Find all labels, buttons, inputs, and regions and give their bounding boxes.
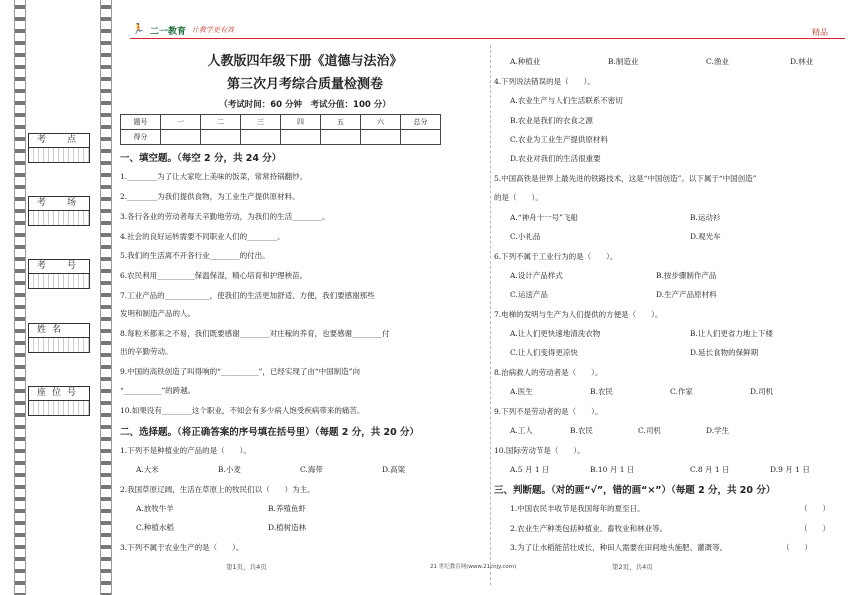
fill-question: 5.我们的生活离不开各行业________的付出。 xyxy=(120,251,270,260)
choice-question: 5.中国高铁是世界上最先进的铁路技术，这是“中国创造”。以下属于“中国创造” xyxy=(494,174,757,183)
choice-option: B.农业是我们的衣食之源 xyxy=(510,116,593,125)
choice-option: A.放牧牛羊 xyxy=(136,504,174,513)
fill-question: 8.每粒米都来之不易，我们既要感谢________对庄稼的养育，也要感谢________付 xyxy=(120,329,390,338)
choice-option: D.植树造林 xyxy=(268,523,307,532)
choice-question: 2.我国草原辽阔，生活在草原上的牧民们以（ ）为主。 xyxy=(120,485,315,494)
slogan: 让教学更有效 xyxy=(192,26,234,34)
fill-question: 6.农民利用__________保温保湿，精心培育和护理秧苗。 xyxy=(120,271,308,280)
choice-option: A.5 月 1 日 xyxy=(510,465,550,474)
choice-option: A.让人们更快速地清洗衣物 xyxy=(510,329,601,338)
score-cell[interactable] xyxy=(361,130,401,145)
fill-question: 1.________为了让大家吃上美味的饭菜，常常持锅翻炒。 xyxy=(120,172,308,181)
side-field-exam-room xyxy=(28,196,90,226)
score-cell[interactable] xyxy=(281,130,321,145)
judge-question: 3.为了让水稻能茁壮成长，种田人需要在田间地头施肥、灌溉等。 xyxy=(510,543,728,552)
side-label: 座位号 xyxy=(29,387,89,401)
choice-option: D.观光车 xyxy=(690,232,721,241)
fill-question: 10.如果没有________这个职业，不知会有多少病人饱受疾病带来的痛苦。 xyxy=(120,406,365,415)
choice-question: 1.下列不是种植业的产品的是（ ）。 xyxy=(120,446,251,455)
score-table xyxy=(120,114,441,145)
binding-holes-right xyxy=(100,0,112,595)
choice-option: C.种植水稻 xyxy=(136,523,174,532)
choice-option: D.林业 xyxy=(790,57,814,66)
score-header: 三 xyxy=(241,115,281,130)
choice-option: D.生产产品原材料 xyxy=(656,290,717,299)
choice-question: 10.国际劳动节是（ ）。 xyxy=(494,446,585,455)
score-header: 二 xyxy=(201,115,241,130)
page-number-right: 第2页，共4页 xyxy=(612,563,653,571)
choice-option: A.种植业 xyxy=(510,57,541,66)
choice-question-cont: 的是（ ）。 xyxy=(494,193,543,202)
section-2-title: 二、选择题。（将正确答案的序号填在括号里）（每题 2 分，共 20 分） xyxy=(120,427,420,438)
choice-option: A.大米 xyxy=(136,465,159,474)
choice-option: D.高粱 xyxy=(382,465,406,474)
score-header: 题号 xyxy=(121,115,161,130)
side-field-seat xyxy=(28,386,90,416)
choice-option: B.小麦 xyxy=(218,465,241,474)
choice-option: C.运送产品 xyxy=(510,290,548,299)
choice-question: 9.下列不是劳动者的是（ ）。 xyxy=(494,407,603,416)
choice-option: B.制造业 xyxy=(608,57,639,66)
score-header: 一 xyxy=(161,115,201,130)
side-field-exam-site xyxy=(28,133,90,163)
choice-option: C.农业为工业生产提供原材料 xyxy=(510,135,608,144)
fill-question-cont: “__________”的跨越。 xyxy=(120,386,196,395)
score-cell[interactable] xyxy=(161,130,201,145)
quality-tag: 精品 xyxy=(812,28,828,37)
section-3-title: 三、判断题。（对的画“√”，错的画“×”）（每题 2 分，共 20 分） xyxy=(494,485,776,496)
footer-site: 21 世纪教育网(www.21cnjy.com) xyxy=(430,564,517,570)
side-field-name xyxy=(28,323,90,353)
choice-question: 6.下列不属于工业行为的是（ ）。 xyxy=(494,252,618,261)
choice-option: C.司机 xyxy=(638,426,661,435)
side-label: 考 号 xyxy=(29,260,89,274)
choice-option: D.9 月 1 日 xyxy=(770,465,810,474)
page-number-left: 第1页，共4页 xyxy=(226,563,267,571)
choice-option: C.海带 xyxy=(300,465,323,474)
title-line-2: 第三次月考综合质量检测卷 xyxy=(226,77,383,92)
choice-option: B.养殖鱼虾 xyxy=(268,504,306,513)
score-header: 四 xyxy=(281,115,321,130)
runner-logo-icon: 🏃 xyxy=(132,24,145,35)
score-cell[interactable] xyxy=(321,130,361,145)
score-header: 五 xyxy=(321,115,361,130)
header-rule xyxy=(130,22,845,39)
logo-text: 二一教育 xyxy=(150,27,187,37)
judge-question: 1.中国农民丰收节是我国每年的夏至日。 xyxy=(510,504,645,513)
column-divider xyxy=(490,45,491,585)
choice-option: A.农业生产与人们生活联系不密切 xyxy=(510,96,623,105)
score-row-label: 得分 xyxy=(121,130,161,145)
choice-option: A.工人 xyxy=(510,426,533,435)
choice-option: B.10 月 1 日 xyxy=(590,465,635,474)
choice-option: B.农民 xyxy=(590,387,613,396)
choice-option: C.渔业 xyxy=(706,57,729,66)
fill-question-cont: 发明和制造产品的人。 xyxy=(120,309,195,318)
judge-answer-blank[interactable]: （ ） xyxy=(800,524,830,533)
score-header: 六 xyxy=(361,115,401,130)
title-line-1: 人教版四年级下册《道德与法治》 xyxy=(207,54,403,69)
side-label: 考 场 xyxy=(29,197,89,211)
fill-question: 7.工业产品的____________，使我们的生活更加舒适、方便，我们要感谢那些 xyxy=(120,291,375,300)
exam-info: （考试时间：60 分钟 考试分值：100 分） xyxy=(219,100,391,110)
fill-question: 4.社会的良好运转需要不同职业人们的________。 xyxy=(120,232,285,241)
score-cell[interactable] xyxy=(401,130,441,145)
fill-question-cont: 出的辛勤劳动。 xyxy=(120,347,173,356)
score-cell[interactable] xyxy=(241,130,281,145)
section-1-title: 一、填空题。（每空 2 分，共 24 分） xyxy=(120,153,282,164)
choice-option: B.运动衫 xyxy=(690,213,721,222)
choice-option: A.设计产品样式 xyxy=(510,271,563,280)
choice-option: C.让人们变得更凉快 xyxy=(510,348,578,357)
score-cell[interactable] xyxy=(201,130,241,145)
choice-question: 4.下列说法错误的是（ ）。 xyxy=(494,77,595,86)
choice-question: 3.下列不属于农业生产的是（ ）。 xyxy=(120,543,244,552)
choice-option: B.让人们更省力地上下楼 xyxy=(690,329,773,338)
judge-question: 2.农业生产种类包括种植业、畜牧业和林业等。 xyxy=(510,524,668,533)
judge-answer-blank[interactable]: （ ） xyxy=(800,504,830,513)
choice-option: A.医生 xyxy=(510,387,533,396)
side-label: 考 点 xyxy=(29,134,89,148)
fill-question: 2.________为我们提供食物，为工业生产提供原材料。 xyxy=(120,192,300,201)
choice-option: B.按步骤制作产品 xyxy=(656,271,717,280)
side-field-exam-number xyxy=(28,259,90,289)
score-header: 总分 xyxy=(401,115,441,130)
choice-option: C.小礼品 xyxy=(510,232,541,241)
choice-question: 7.电梯的发明与生产为人们提供的方便是（ ）。 xyxy=(494,310,663,319)
choice-option: D.学生 xyxy=(706,426,730,435)
side-label: 姓名 xyxy=(29,324,89,338)
choice-option: C.8 月 1 日 xyxy=(690,465,730,474)
fill-question: 3.各行各业的劳动者每天辛勤地劳动，为我们的生活________。 xyxy=(120,212,330,221)
judge-answer-blank[interactable]: （ ） xyxy=(782,543,812,552)
choice-option: B.农民 xyxy=(570,426,593,435)
choice-option: D.司机 xyxy=(750,387,774,396)
choice-option: A.“神舟十一号”飞船 xyxy=(510,213,578,222)
choice-option: D.农业对我们的生活很重要 xyxy=(510,154,601,163)
choice-question: 8.治病救人的劳动者是（ ）。 xyxy=(494,368,603,377)
fill-question: 9.中国的高铁创造了叫得响的“__________”，已经实现了由“中国制造”向 xyxy=(120,367,360,376)
binding-holes-left xyxy=(14,0,26,595)
choice-option: D.延长食物的保鲜期 xyxy=(690,348,759,357)
choice-option: C.作家 xyxy=(670,387,693,396)
